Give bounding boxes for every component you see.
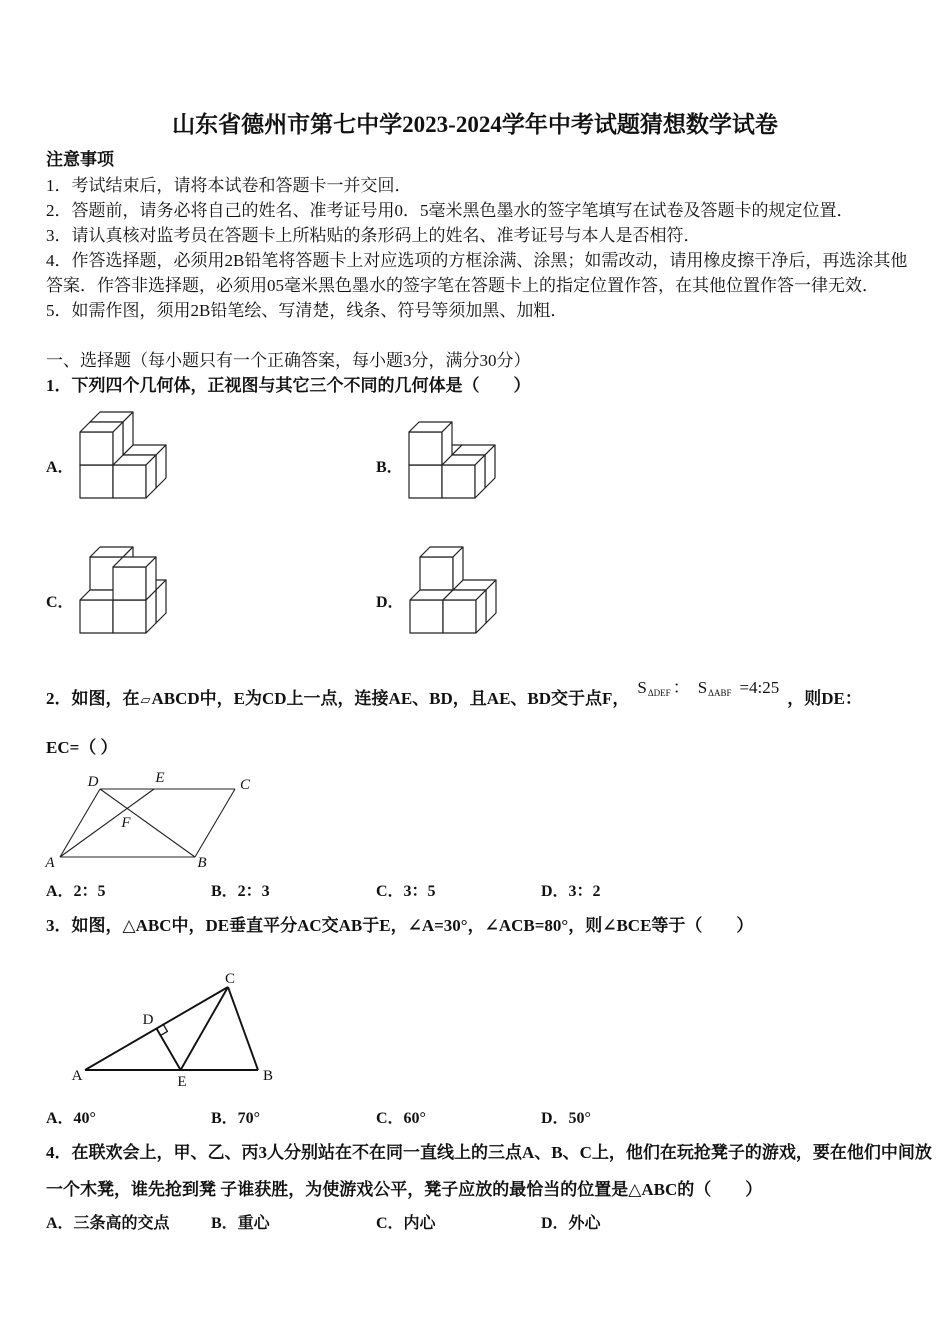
page-title: 山东省德州市第七中学2023-2024学年中考试题猜想数学试卷 xyxy=(172,112,778,137)
parallelogram-symbol-icon: ▱ xyxy=(140,692,151,707)
formula-s2: S xyxy=(697,678,708,697)
label-e: E xyxy=(155,770,165,786)
cube-front-face xyxy=(80,465,113,498)
cube-front-face xyxy=(410,600,443,633)
formula-s1: S xyxy=(637,678,647,697)
question-4-stem: 4．在联欢会上，甲、乙、丙3人分别站在不在同一直线上的三点A、B、C上，他们在玩抢凳子的游戏，要在他们中间放 xyxy=(46,1143,932,1162)
q1-option-b-label: B． xyxy=(376,459,403,476)
segment-ce xyxy=(181,987,228,1070)
section-heading: 一、选择题（每小题只有一个正确答案，每小题3分，满分30分） xyxy=(46,351,531,370)
cube-front-face xyxy=(113,567,146,600)
q3-triangle-figure xyxy=(66,965,282,1090)
label-b: B xyxy=(262,1068,274,1084)
q2-stem-mid: ABCD中，E为CD上一点，连接AE、BD，且AE、BD交于点F， xyxy=(151,689,630,708)
notice-heading: 注意事项 xyxy=(46,150,114,169)
formula-sep: ： xyxy=(672,678,690,697)
question-2-stem xyxy=(46,678,862,711)
label-c: C xyxy=(239,777,251,793)
label-d: D xyxy=(87,774,99,790)
q3-option-b: B．70° xyxy=(211,1110,261,1127)
cube-front-face xyxy=(113,600,146,633)
q1-figure-a-cubes xyxy=(74,405,174,505)
notice-line: 2．答题前，请务必将自己的姓名、准考证号用0．5毫米黑色墨水的签字笔填写在试卷及答题卡的规定位置． xyxy=(46,201,854,220)
label-b: B xyxy=(197,855,207,871)
cube-front-face xyxy=(409,465,442,498)
q2-option-d: D．3：2 xyxy=(541,883,601,900)
q3-option-a: A．40° xyxy=(46,1110,96,1127)
cube-front-face xyxy=(113,465,146,498)
cube-front-face xyxy=(409,432,442,465)
notice-line: 5．如需作图，须用2B铅笔绘、写清楚，线条、符号等须加黑、加粗． xyxy=(46,301,568,320)
segment-ae xyxy=(60,789,154,857)
q1-figure-d-cubes xyxy=(404,538,504,638)
area-ratio-formula xyxy=(637,678,779,700)
q2-stem-end: ，则DE： xyxy=(787,689,862,708)
question-3-stem: 3．如图，△ABC中，DE垂直平分AC交AB于E，∠A=30°，∠ACB=80°，则∠BCE等于（ ） xyxy=(46,916,754,935)
q4-option-c: C．内心 xyxy=(376,1215,436,1232)
q3-option-d: D．50° xyxy=(541,1110,591,1127)
q4-option-a: A．三条高的交点 xyxy=(46,1215,170,1232)
q3-option-c: C．60° xyxy=(376,1110,426,1127)
q4-option-d: D．外心 xyxy=(541,1215,601,1232)
q1-figure-c-cubes xyxy=(74,538,174,638)
q4-option-b: B．重心 xyxy=(211,1215,270,1232)
cube-front-face xyxy=(80,432,113,465)
q1-option-c-label: C． xyxy=(46,594,74,611)
cube-front-face xyxy=(442,465,475,498)
cube-front-face xyxy=(80,600,113,633)
q1-figure-b-cubes xyxy=(404,405,504,505)
q2-option-b: B．2：3 xyxy=(211,883,270,900)
notice-line: 3．请认真核对监考员在答题卡上所粘贴的条形码上的姓名、准考证号与本人是否相符． xyxy=(46,226,701,245)
formula-rhs: =4:25 xyxy=(739,678,780,697)
notice-line: 1．考试结束后，请将本试卷和答题卡一并交回． xyxy=(46,176,412,195)
q2-parallelogram-figure xyxy=(40,765,260,877)
q1-option-d-label: D． xyxy=(376,594,404,611)
cube-front-face xyxy=(420,557,453,590)
label-c: C xyxy=(224,971,236,987)
q1-option-a-label: A． xyxy=(46,459,74,476)
formula-sub1: ΔDEF xyxy=(647,688,671,698)
segment-bc xyxy=(195,789,235,857)
cube-front-face xyxy=(443,600,476,633)
q2-stem-start: 2．如图，在 xyxy=(46,689,140,708)
question-4-stem-line2: 一个木凳，谁先抢到凳 子谁获胜，为使游戏公平，凳子应放的最恰当的位置是△ABC的（ ） xyxy=(46,1180,763,1199)
label-a: A xyxy=(71,1068,83,1084)
q2-option-a: A．2：5 xyxy=(46,883,106,900)
notice-line: 答案．作答非选择题，必须用05毫米黑色墨水的签字笔在答题卡上的指定位置作答，在其他位置作答一律无效． xyxy=(46,276,879,295)
segment-da xyxy=(60,789,100,857)
label-f: F xyxy=(121,815,131,831)
label-e: E xyxy=(177,1074,187,1090)
question-2-stem-line2: EC=（ ） xyxy=(46,738,118,757)
q2-option-c: C．3：5 xyxy=(376,883,436,900)
segment-bc xyxy=(228,987,258,1070)
formula-sub2: ΔABF xyxy=(708,688,732,698)
label-a: A xyxy=(45,855,55,871)
segment-de xyxy=(157,1029,181,1071)
label-d: D xyxy=(142,1012,154,1028)
segment-bd xyxy=(100,789,195,857)
notice-line: 4．作答选择题，必须用2B铅笔将答题卡上对应选项的方框涂满、涂黑；如需改动，请用橡皮擦干净后，再选涂其他 xyxy=(46,251,908,270)
question-1-stem: 1．下列四个几何体，正视图与其它三个不同的几何体是（ ） xyxy=(46,376,531,395)
